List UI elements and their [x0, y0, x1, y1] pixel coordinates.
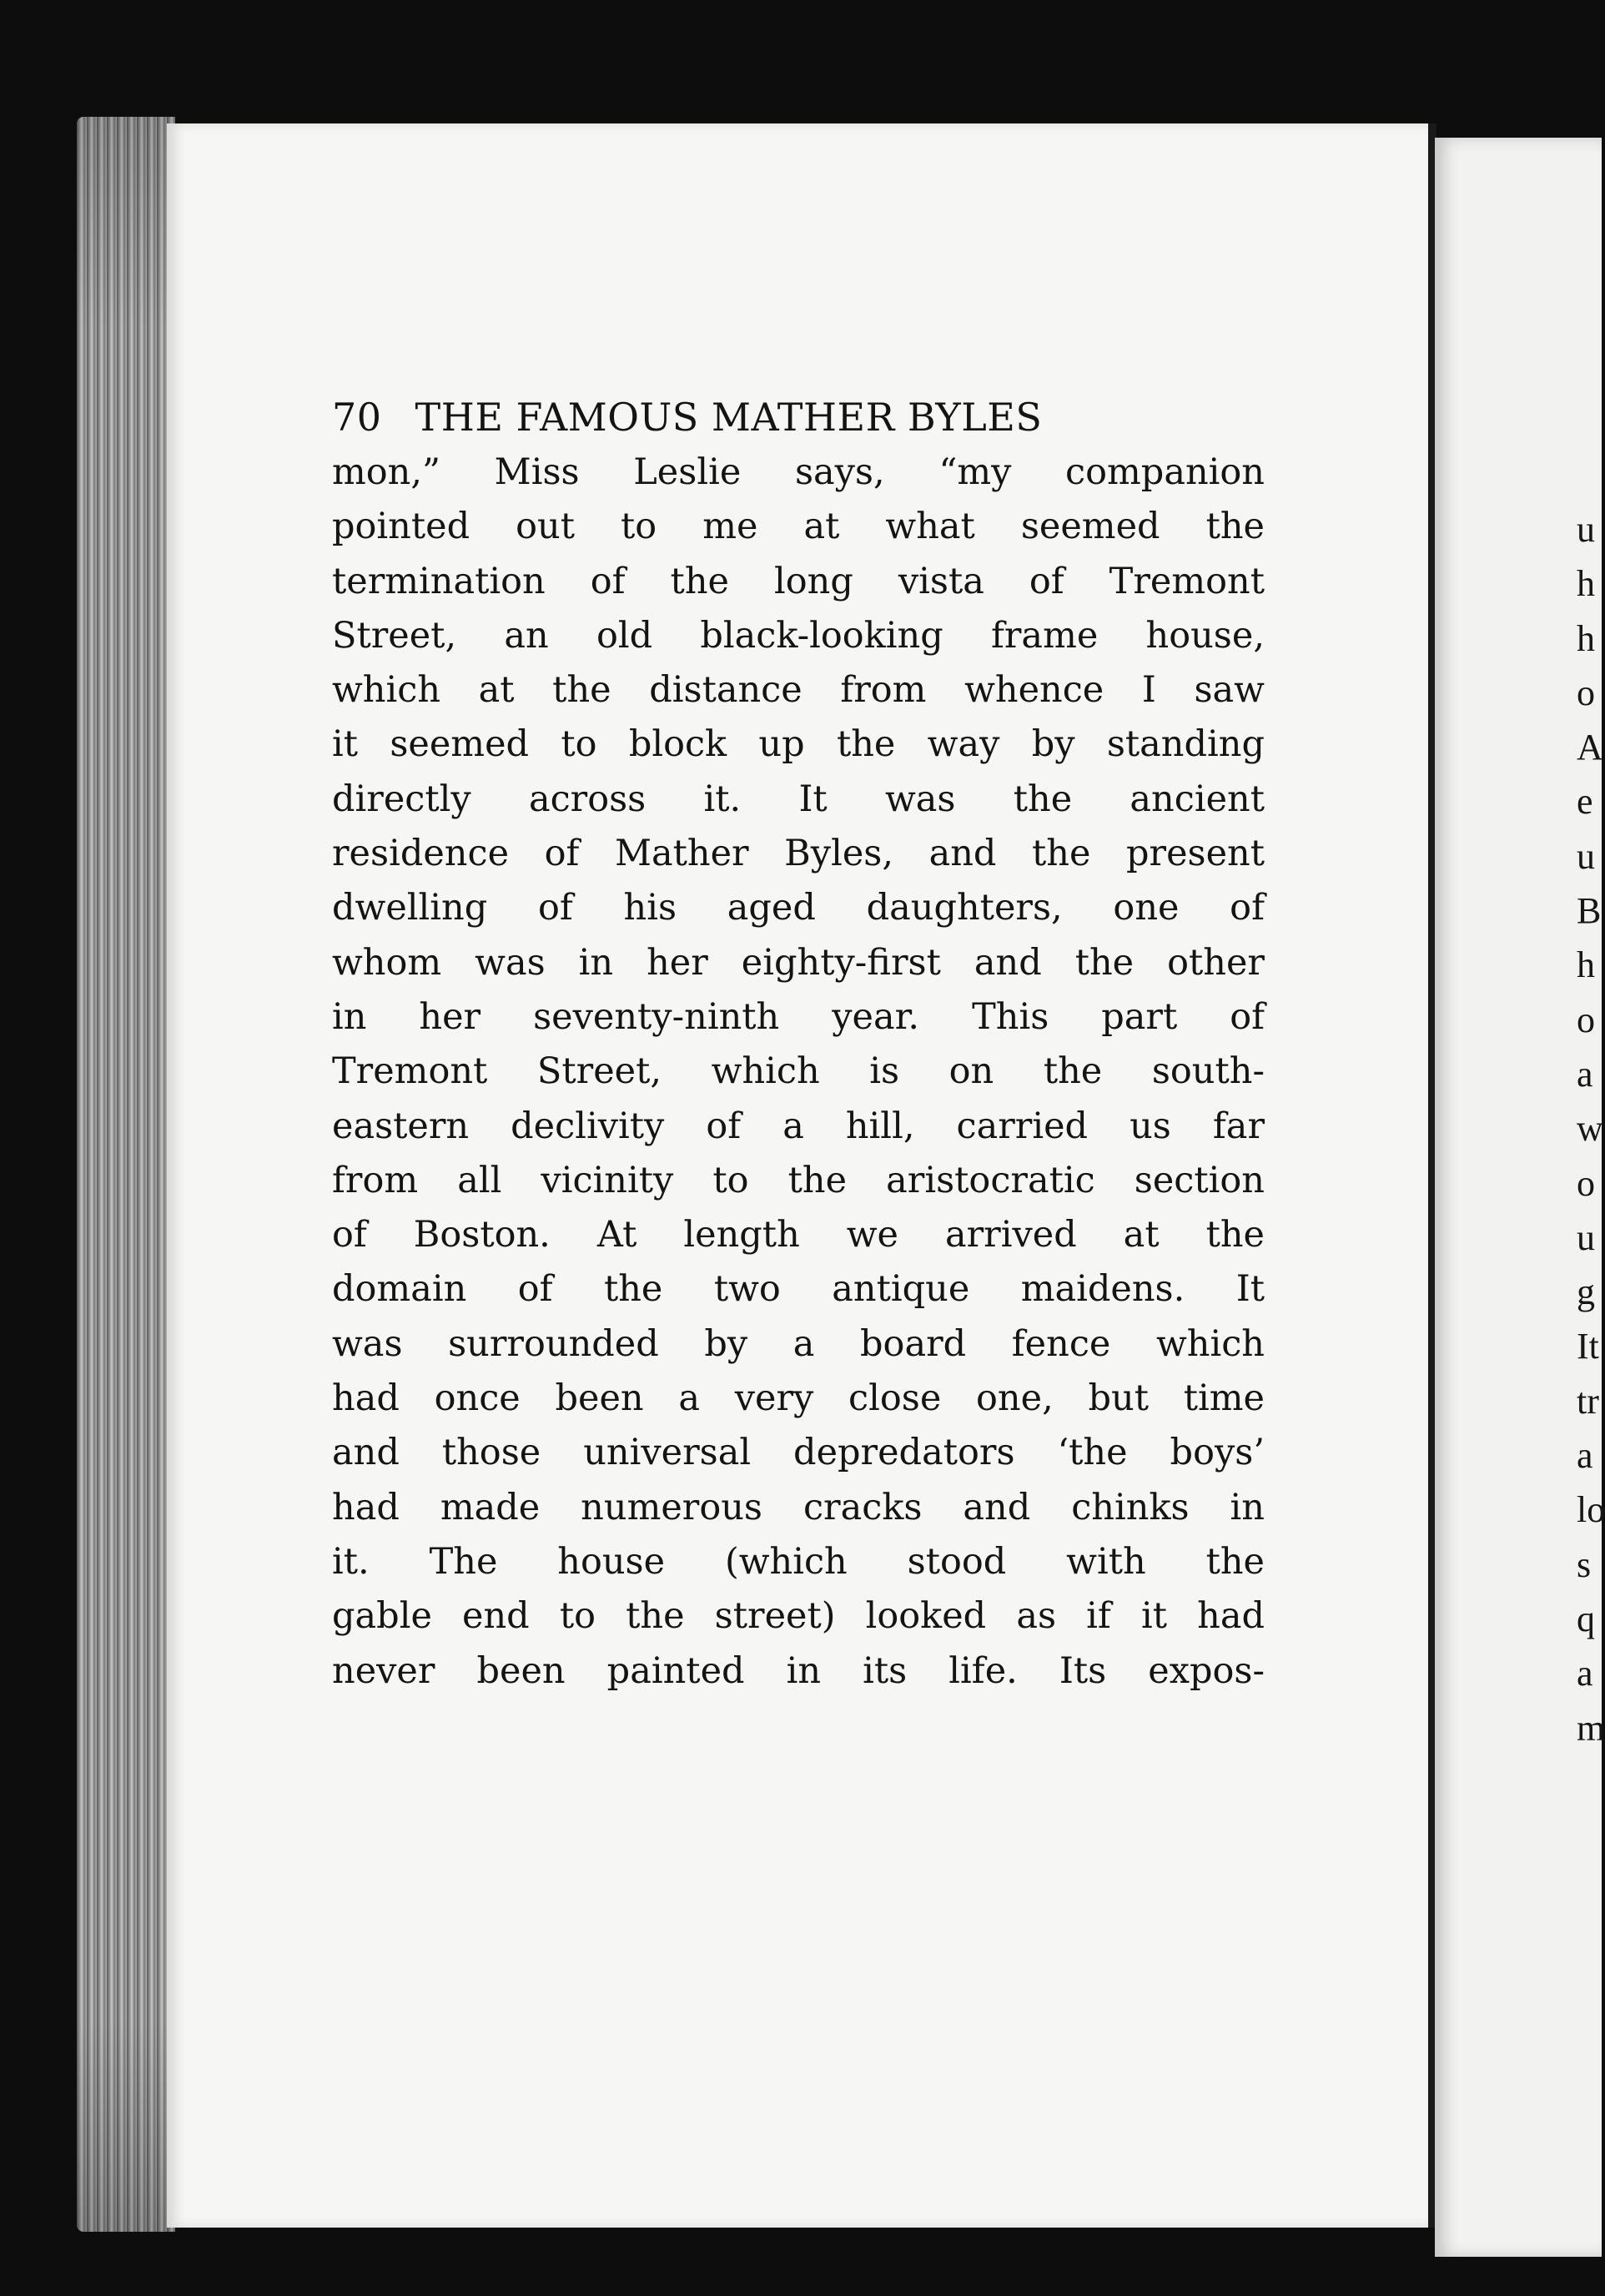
body-text: [332, 446, 1265, 1699]
text-line: dwelling of his aged daughters, one of: [332, 887, 1265, 929]
right-page-fragment: h: [1577, 563, 1595, 605]
text-line: domain of the two antique maidens. It: [332, 1268, 1265, 1311]
right-page-fragment: a: [1577, 1435, 1593, 1477]
text-line: pointed out to me at what seemed the: [332, 506, 1265, 548]
text-line: eastern declivity of a hill, carried us far: [332, 1105, 1265, 1147]
text-line: never been painted in its life. Its expos-: [332, 1649, 1265, 1692]
right-page-fragment: w: [1577, 1108, 1603, 1150]
text-line: in her seventy-ninth year. This part of: [332, 995, 1265, 1038]
text-line: termination of the long vista of Tremont: [332, 560, 1265, 602]
right-page: [1435, 138, 1605, 2257]
page-number: 70: [332, 395, 382, 440]
text-line: it seemed to block up the way by standing: [332, 723, 1265, 766]
text-line: it. The house (which stood with the: [332, 1540, 1265, 1583]
text-block: [332, 392, 1265, 1699]
text-line: and those universal depredators ‘the boys’: [332, 1432, 1265, 1474]
right-page-fragment: h: [1577, 617, 1595, 659]
right-page-fragment: s: [1577, 1543, 1592, 1585]
right-page-fragment: tr: [1577, 1380, 1599, 1422]
right-page-fragment: a: [1577, 1653, 1593, 1694]
text-line: had once been a very close one, but time: [332, 1377, 1265, 1420]
text-line: whom was in her eighty-first and the other: [332, 941, 1265, 984]
right-page-fragment: a: [1577, 1053, 1593, 1095]
text-line: Tremont Street, which is on the south-: [332, 1050, 1265, 1093]
right-page-fragment: o: [1577, 672, 1595, 713]
right-page-text-fragments: [1577, 502, 1605, 1755]
right-page-fragment: u: [1577, 509, 1595, 550]
text-line: mon,” Miss Leslie says, “my companion: [332, 451, 1265, 493]
text-line: which at the distance from whence I saw: [332, 669, 1265, 712]
running-title: THE FAMOUS MATHER BYLES: [415, 395, 1043, 440]
text-line: had made numerous cracks and chinks in: [332, 1486, 1265, 1528]
right-page-fragment: lo: [1577, 1489, 1605, 1531]
right-page-fragment: q: [1577, 1598, 1595, 1639]
text-line: of Boston. At length we arrived at the: [332, 1214, 1265, 1256]
right-page-fragment: A: [1577, 727, 1603, 768]
text-line: was surrounded by a board fence which: [332, 1322, 1265, 1365]
right-page-fragment: h: [1577, 944, 1595, 986]
right-page-fragment: g: [1577, 1271, 1595, 1313]
right-page-fragment: B: [1577, 890, 1602, 932]
right-page-fragment: e: [1577, 781, 1593, 823]
right-page-fragment: m: [1577, 1707, 1605, 1749]
right-page-fragment: u: [1577, 835, 1595, 877]
running-head: [332, 392, 1265, 442]
page-edges: [77, 117, 175, 2232]
right-page-fragment: o: [1577, 999, 1595, 1040]
text-line: residence of Mather Byles, and the present: [332, 833, 1265, 875]
right-page-fragment: o: [1577, 1162, 1595, 1204]
text-line: Street, an old black-looking frame house,: [332, 614, 1265, 657]
right-page-fragment: It: [1577, 1326, 1599, 1367]
text-line: directly across it. It was the ancient: [332, 778, 1265, 820]
right-page-fragment: u: [1577, 1216, 1595, 1258]
text-line: gable end to the street) looked as if it had: [332, 1595, 1265, 1638]
text-line: from all vicinity to the aristocratic section: [332, 1159, 1265, 1201]
